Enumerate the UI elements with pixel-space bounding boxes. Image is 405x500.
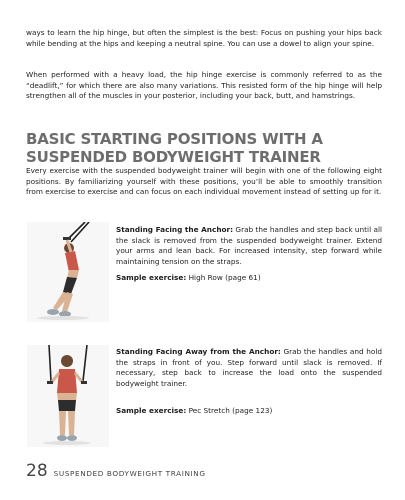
entry-text: Grab the handles and hold the straps in front of you. Step forward until slack is removed. If necessary, step back to increase the load onto the suspended bodyweight trainer. [116, 347, 382, 388]
sample-value: High Row (page 61) [186, 273, 261, 282]
entry-facing-away [116, 347, 382, 389]
paragraph-deadlift: When performed with a heavy load, the hip hinge exercise is commonly referred to as the “deadlift,” for which there are also many variations. This resisted form of the hip hinge will help strengthen all of the muscles in your posterior, including your back, butt, and hamstrings. [26, 70, 382, 101]
figure-leaning-back-illustration [27, 222, 109, 322]
paragraph-hip-hinge: ways to learn the hip hinge, but often the simplest is the best: Focus on pushing your hips back while bending at the hips and keeping a neutral spine. You can use a dowel to align your spine. [26, 28, 382, 48]
entry-facing-anchor [116, 225, 382, 267]
running-footer-title: SUSPENDED BODYWEIGHT TRAINING [53, 469, 206, 478]
page-number: 28 [26, 461, 48, 481]
entry-title: Standing Facing Away from the Anchor: [116, 347, 281, 356]
entry-text: Grab the handles and step back until all the slack is removed from the suspended bodyweight trainer. Extend your arms and lean back. For increased intensity, step forward while maintaining tension on the straps. [116, 225, 382, 266]
sample-label: Sample exercise: [116, 406, 187, 415]
section-heading: BASIC STARTING POSITIONS WITH A SUSPENDED BODYWEIGHT TRAINER [26, 130, 323, 166]
photo-standing-facing-anchor [27, 222, 109, 322]
paragraph-intro-positions: Every exercise with the suspended bodyweight trainer will begin with one of the following eight positions. By familiarizing yourself with these positions, you’ll be able to smoothly transition from exercise to exercise and can focus on each individual movement instead of setting up for it. [26, 166, 382, 197]
figure-facing-away-illustration [27, 345, 109, 447]
entry-title: Standing Facing the Anchor: [116, 225, 234, 234]
sample-exercise-2 [116, 406, 382, 417]
photo-standing-facing-away [27, 345, 109, 447]
sample-value: Pec Stretch (page 123) [186, 406, 273, 415]
page-footer [26, 461, 206, 481]
sample-exercise-1 [116, 273, 382, 284]
sample-label: Sample exercise: [116, 273, 187, 282]
